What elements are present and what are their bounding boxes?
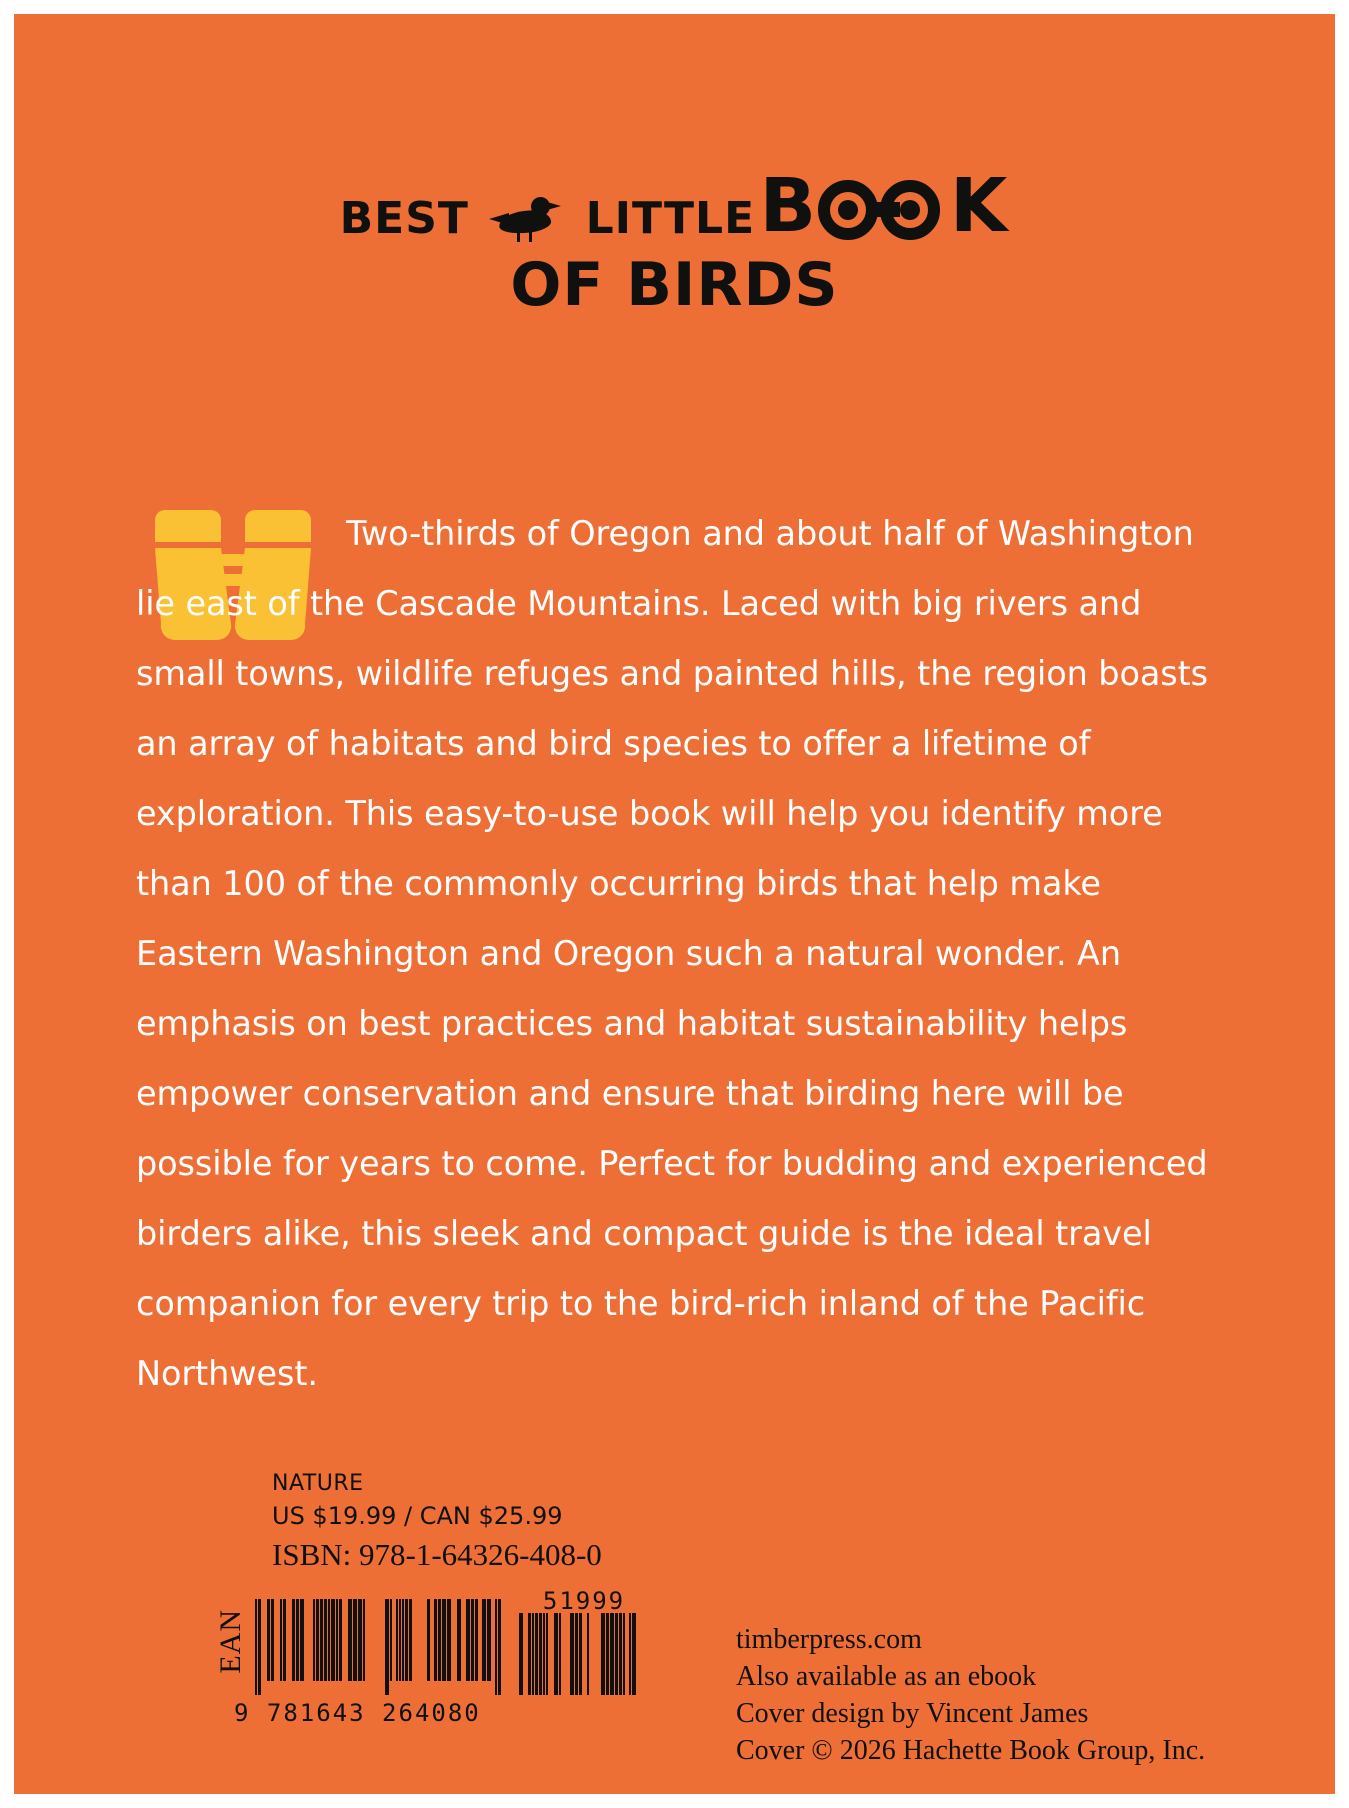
publisher-website: timberpress.com <box>736 1624 922 1655</box>
barcode <box>214 1587 644 1741</box>
cover-design-credit: Cover design by Vincent James <box>736 1698 1089 1729</box>
logo-letter-b: B <box>759 163 818 249</box>
publisher-info <box>736 1621 1205 1769</box>
logo-line-of-birds: OF BIRDS <box>510 250 839 321</box>
copyright-notice: Cover © 2026 Hachette Book Group, Inc. <box>736 1735 1206 1766</box>
barcode-bars-addon <box>519 1613 644 1695</box>
bird-icon <box>485 193 569 245</box>
isbn-label: ISBN: 978-1-64326-408-0 <box>272 1537 602 1572</box>
logo-line-book <box>759 163 1010 249</box>
barcode-addon-digits: 51999 <box>542 1587 626 1615</box>
price-label: US $19.99 / CAN $25.99 <box>272 1502 563 1530</box>
logo-line-best-little <box>340 193 756 245</box>
binoculars-o-icon <box>818 172 950 248</box>
logo-word-little: LITTLE <box>585 193 756 244</box>
logo-word-best: BEST <box>339 193 469 244</box>
cover-canvas <box>14 14 1335 1794</box>
book-meta <box>272 1469 602 1575</box>
ebook-note: Also available as an ebook <box>736 1661 1037 1692</box>
book-logo <box>14 163 1335 321</box>
barcode-bars-main <box>250 1599 502 1695</box>
logo-letter-k: K <box>950 163 1010 249</box>
ean-label: EAN <box>214 1609 247 1674</box>
category-label: NATURE <box>272 1471 364 1496</box>
barcode-digits: 9 781643 264080 <box>234 1699 481 1727</box>
back-cover-blurb: Two-thirds of Oregon and about half of Washington lie east of the Cascade Mountains. Laced with big rivers and small towns, wildlife refuges and painted hills, the region boasts an array of habitats and bird species to offer a lifetime of exploration. This easy-to-use book will help you identify more than 100 of the commonly occurring birds that help make Eastern Washington and Oregon such a natural wonder. An emphasis on best practices and habitat sustainability helps empower conservation and ensure that birding here will be possible for years to come. Perfect for budding and experienced birders alike, this sleek and compact guide is the ideal travel companion for every trip to the bird-rich inland of the Pacific Northwest. <box>136 514 1209 1393</box>
bottom-info <box>14 1469 1335 1794</box>
